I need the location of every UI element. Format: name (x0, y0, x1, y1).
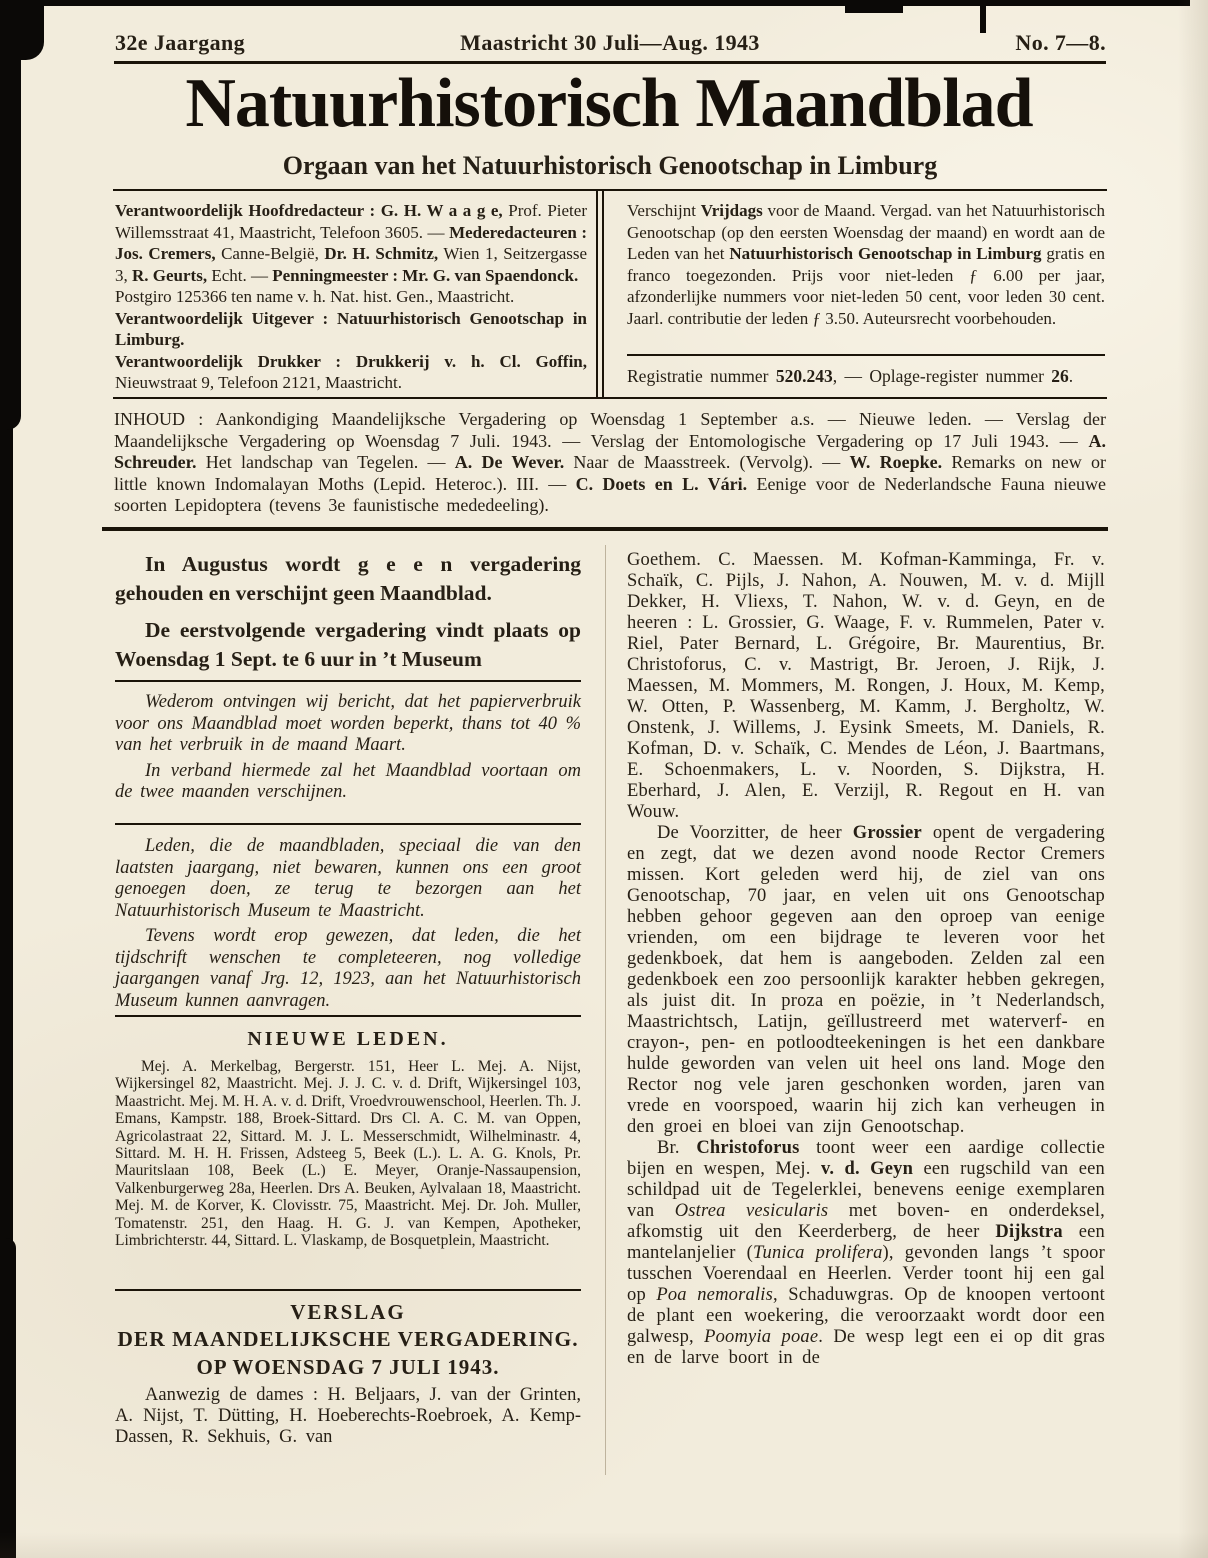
scan-edge-artifact-smudge (845, 0, 903, 13)
table-of-contents: INHOUD : Aankondiging Maandelijksche Vergadering op Woensdag 1 September a.s. — Nieuwe leden. — Verslag der Maandelijksche Vergadering op Woensdag 7 Juli. 1943. — Verslag der Entomologische Vergadering op 17 Juli 1943. — A. Schreuder. Het landschap van Tegelen. — A. De Wever. Naar de Maasstreek. (Vervolg). — W. Roepke. Remarks on new or little known Indomalayan Moths (Lepid. Heteroc.). III. — C. Doets en L. Vári. Eenige voor de Nederlandsche Fauna nieuwe soorten Lepidoptera (tevens 3e faunistische mededeeling). (114, 409, 1107, 515)
column-divider (605, 545, 606, 1475)
colophon-divider-line (602, 191, 604, 397)
attendees-continued-paragraph: Goethem. C. Maessen. M. Kofman-Kamminga, Fr. v. Schaïk, C. Pijls, J. Nahon, A. Nouwen, M. v. d. Mijll Dekker, H. Vliexs, T. Nahon, W. v. d. Geyn, en de heeren : L. Grossier, G. Waage, F. v. Rummelen, Pater v. Riel, Pater Bernard, L. Grégoire, Br. Maurentius, Br. Christoforus, C. v. Mastrigt, Br. Jeroen, J. Rijk, J. Maessen, M. Mommers, M. Rongen, J. Houx, M. Kemp, W. Otten, P. Wassenberg, M. Kamm, J. Bergholtz, W. Onstenk, J. Willems, J. Eysink Smeets, M. Daniels, R. Kofman, D. v. Schaïk, C. Mendes de Léon, J. Baartmans, E. Schoenmakers, L. v. Noorden, S. Dijkstra, H. Eberhard, J. Alen, E. Verzijl, R. Regout en H. van Wouw. (627, 550, 1105, 822)
report-heading-line1: VERSLAG (290, 1300, 406, 1324)
registration-line: Registratie nummer 520.243, — Oplage-register nummer 26. (627, 366, 1074, 386)
august-notice (115, 550, 581, 682)
journal-subtitle: Orgaan van het Natuurhistorisch Genootschap in Limburg (282, 151, 938, 180)
colophon-right (627, 200, 1105, 329)
report-body (627, 550, 1105, 1369)
section-rule (115, 1015, 581, 1017)
report-heading-line2: DER MAANDELIJKSCHE VERGADERING. (117, 1327, 579, 1351)
report-heading-line3: OP WOENSDAG 7 JULI 1943. (196, 1355, 500, 1379)
notice-no-meeting: In Augustus wordt g e e n vergadering gehouden en verschijnt geen Maandblad. (115, 552, 581, 605)
masthead-bottom-rule (113, 397, 1107, 399)
colophon-printer: Verantwoordelijk Drukker : Drukkerij v. h. Cl. Goffin, Nieuwstraat 9, Telefoon 2121, Maastricht. (115, 351, 587, 392)
new-members-heading: NIEUWE LEDEN. (247, 1028, 449, 1050)
issue-number-label: No. 7—8. (1015, 30, 1106, 55)
colophon-editors: Verantwoordelijk Hoofdredacteur : G. H. W a a g e, Prof. Pieter Willemsstraat 41, Maastricht, Telefoon 3605. — Mederedacteuren : Jos. Cremers, Canne-België, Dr. H. Schmitz, Wien 1, Seitzergasse 3, R. Geurts, Echt. — Penningmeester : Mr. G. van Spaendonck. (115, 201, 588, 285)
journal-title: Natuurhistorisch Maandblad (185, 65, 1033, 142)
members-notice-paragraph: Leden, die de maandbladen, speciaal die van den laatsten jaargang, niet bewaren, kunnen ons een groot genoegen doen, ze terug te bezorgen aan het Natuurhistorisch Museum te Maastricht. (115, 836, 581, 921)
scan-edge-artifact-left-upper (0, 0, 21, 430)
attendees-paragraph: Aanwezig de dames : H. Beljaars, J. van der Grinten, A. Nijst, T. Dütting, H. Hoeberechts-Roebroek, A. Kemp-Dassen, R. Sekhuis, G. van (115, 1385, 581, 1447)
section-rule (115, 1289, 581, 1291)
members-request-notice (115, 836, 581, 1016)
registration-rule (627, 354, 1105, 356)
scan-shadow-right (1178, 0, 1208, 1558)
scan-edge-artifact-top (0, 0, 1190, 6)
members-notice-paragraph: Tevens wordt erop gewezen, dat leden, die het tijdschrift wenschen te completeeren, nog volledige jaargangen vanaf Jrg. 12, 1923, aan het Natuurhistorisch Museum kunnen aanvragen. (115, 926, 581, 1011)
new-members-list (115, 1058, 581, 1249)
colophon-postgiro: Postgiro 125366 ten name v. h. Nat. hist. Gen., Maastricht. (115, 287, 515, 306)
report-attendees-start (115, 1385, 581, 1448)
new-members-paragraph: Mej. A. Merkelbag, Bergerstr. 151, Heer L. Mej. A. Nijst, Wijkersingel 82, Maastricht. Mej. J. J. C. v. d. Drift, Wijkersingel 103, Maastricht. Mej. M. H. A. v. d. Drift, Vroedvrouwenschool, Heerlen. Th. J. Emans, Kampstr. 188, Broek-Sittard. Drs Cl. A. C. M. van Oppen, Agricolastraat 22, Sittard. M. J. L. Messerschmidt, Wilhelminastr. 4, Sittard. M. H. H. Frissen, Adsteeg 5, Beek (L.). L. A. G. Knols, Pr. Mauritslaan 108, Beek (L.) E. Meyer, Oranje-Nassaupension, Valkenburgerweg 28a, Heerlen. Drs A. Beuken, Aylvalaan 18, Maastricht. Mej. M. de Korver, K. Clovisstr. 75, Maastricht. Mej. Dr. Joh. Muller, Tomatenstr. 251, den Haag. H. G. J. van Kempen, Apotheker, Limbrichterstr. 44, Sittard. L. Vlaskamp, de Bosquetplein, Maastricht. (115, 1058, 581, 1250)
scan-shadow-bottom (0, 1532, 1208, 1558)
paper-notice-paragraph: In verband hiermede zal het Maandblad voortaan om de twee maanden verschijnen. (115, 760, 581, 802)
scan-edge-artifact-tick (980, 0, 986, 33)
notice-next-meeting: De eerstvolgende vergadering vindt plaats op Woensdag 1 Sept. te 6 uur in ’t Museum (115, 618, 581, 671)
colophon-divider-line (596, 191, 598, 397)
issue-date-label: Maastricht 30 Juli—Aug. 1943 (460, 30, 760, 55)
scan-edge-artifact-left-lower (0, 1238, 16, 1558)
volume-label: 32e Jaargang (115, 30, 246, 55)
paper-restriction-notice (115, 692, 581, 808)
paper-notice-paragraph: Wederom ontvingen wij bericht, dat het papierverbruik voor ons Maandblad moet worden beperkt, thans tot 40 % van het verbruik in de maand Maart. (115, 692, 581, 755)
colophon-publisher: Verantwoordelijk Uitgever : Natuurhistorisch Genootschap in Limburg. (115, 308, 587, 349)
masthead-top-rule (113, 189, 1107, 191)
section-rule (115, 823, 581, 825)
section-rule (115, 680, 581, 682)
colophon-subscription: Verschijnt Vrijdags voor de Maand. Vergad. van het Natuurhistorisch Genootschap (op den eersten Woensdag der maand) en wordt aan de Leden van het Natuurhistorisch Genootschap in Limburg gratis en franco toegezonden. Prijs voor niet-leden ƒ 6.00 per jaar, afzonderlijke nummers voor niet-leden 50 cent, voor leden 30 cent. Jaarl. contributie der leden ƒ 3.50. Auteursrecht voorbehouden. (627, 201, 1105, 328)
contents-rule (102, 527, 1108, 531)
exhibits-paragraph: Br. Christoforus toont weer een aardige collectie bijen en wespen, Mej. v. d. Geyn een rugschild van een schildpad uit de Tegelerklei, benevens eenige exemplaren van Ostrea vesicularis met boven- en onderdeksel, afkomstig uit den Keerderberg, de heer Dijkstra een mantelanjelier (Tunica prolifera), gevonden langs ’t spoor tusschen Voerendaal en Heerlen. Verder toont hij een gal op Poa nemoralis, Schaduwgras. Op de knoopen vertoont de plant een woekering, die veroorzaakt wordt door een galwesp, Poomyia poae. De wesp legt een ei op dit gras en de larve boort in de (627, 1138, 1106, 1368)
colophon-left (115, 200, 587, 394)
chairman-paragraph: De Voorzitter, de heer Grossier opent de vergadering en zegt, dat we dezen avond noode Rector Cremers missen. Kort geleden werd hij, de ziel van ons Genootschap, 70 jaar, en velen uit ons Genootschap hebben gehoor gegeven aan den oproep van eenige vrienden, om een bijdrage te leveren voor het gedenkboek, dat hem is aangeboden. Zelden zal een gedenkboek een zoo persoonlijk karakter hebben gekregen, als juist dit. In proza en poëzie, in ’t Nederlandsch, Maastrichtsch, Latijn, geïllustreerd met waterverf- en crayon-, pen- en potloodteekeningen is het een dankbare hulde geworden van velen uit heel ons land. Moge den Rector nog vele jaren geschonken worden, jaren van vrede en voorspoed, waarin hij zich kan verheugen in den groei en bloei van zijn Genootschap. (627, 823, 1105, 1137)
